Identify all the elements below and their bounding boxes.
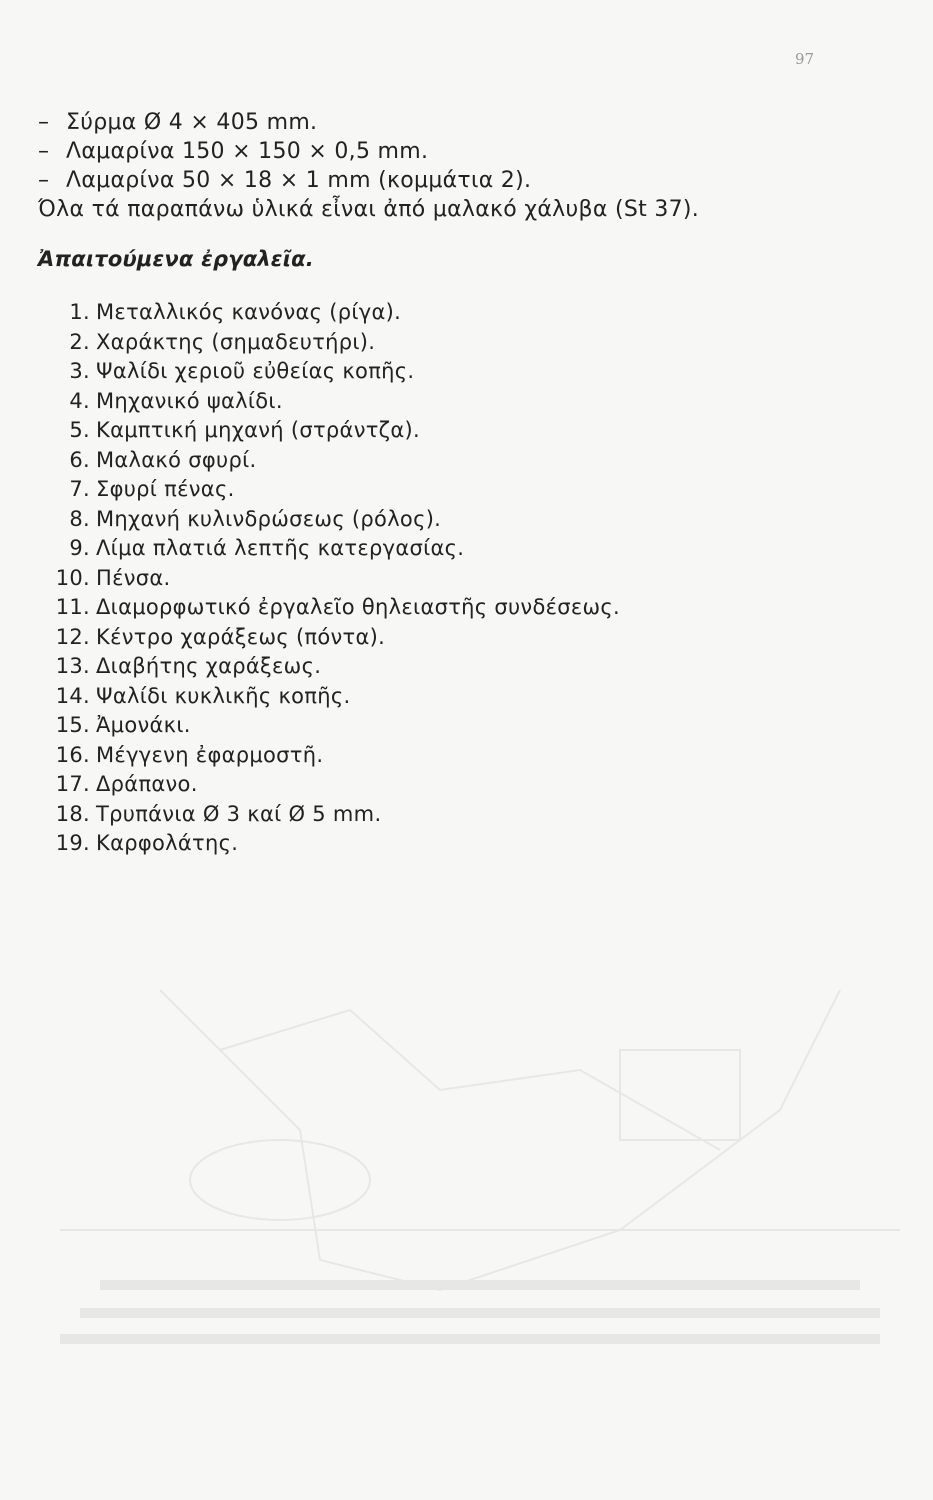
list-item [44,505,620,535]
material-line [38,137,699,166]
list-item [44,829,620,859]
list-item-number: 12. [55,624,90,649]
list-item-number: 8. [69,506,90,531]
list-item-text: Ψαλίδι χεριοῦ εὐθείας κοπῆς. [96,359,415,383]
material-text: Σύρμα Ø 4 × 405 mm. [66,110,318,135]
list-item-text: Μηχανικό ψαλίδι. [96,388,283,413]
list-item-text: Δράπανο. [96,772,198,796]
list-item-number: 18. [55,801,90,826]
list-item-number: 3. [69,359,90,383]
list-item-text: Σφυρί πένας. [96,477,235,501]
list-item-number: 11. [55,595,90,619]
list-item [44,534,620,564]
list-item-number: 4. [69,388,90,413]
list-item-text: Διαμορφωτικό ἐργαλεῖο θηλειαστῆς συνδέσεως. [96,595,620,619]
list-item-number: 1. [69,300,90,324]
tools-heading: Ἀπαιτούμενα ἐργαλεῖα. [38,247,314,271]
list-item [44,800,620,830]
bleed-through-figure [20,930,900,1350]
list-item-number: 17. [55,772,90,796]
page-number: 97 [795,50,815,68]
list-item [44,682,620,712]
material-line [38,195,699,224]
list-item-text: Κέντρο χαράξεως (πόντα). [96,624,386,649]
list-item [44,593,620,623]
list-item-text: Μεταλλικός κανόνας (ρίγα). [96,300,402,324]
list-item-number: 13. [55,654,90,678]
list-item-text: Διαβήτης χαράξεως. [96,654,322,678]
list-item-text: Καμπτική μηχανή (στράντζα). [96,418,421,442]
list-item-text: Τρυπάνια Ø 3 καί Ø 5 mm. [96,801,382,826]
material-dash: – [38,139,50,164]
list-item-number: 16. [55,742,90,767]
list-item [44,564,620,594]
list-item-text: Λίμα πλατιά λεπτῆς κατεργασίας. [96,536,465,560]
list-item [44,623,620,653]
list-item-number: 14. [55,683,90,708]
list-item-number: 6. [69,447,90,472]
list-item-number: 19. [55,831,90,855]
material-dash: – [38,110,50,135]
list-item-text: Μηχανή κυλινδρώσεως (ρόλος). [96,506,442,531]
list-item [44,387,620,417]
material-text: Λαμαρίνα 50 × 18 × 1 mm (κομμάτια 2). [66,168,532,193]
list-item [44,446,620,476]
list-item-text: Ἀμονάκι. [96,713,191,737]
list-item [44,416,620,446]
list-item-text: Καρφολάτης. [96,831,239,855]
list-item-text: Μέγγενη ἐφαρμοστῆ. [96,742,324,767]
list-item-text: Ψαλίδι κυκλικῆς κοπῆς. [96,683,351,708]
list-item-number: 5. [69,418,90,442]
list-item-text: Χαράκτης (σημαδευτήρι). [96,329,376,354]
list-item-number: 15. [55,713,90,737]
tools-list [44,298,620,859]
list-item [44,711,620,741]
list-item [44,652,620,682]
list-item [44,741,620,771]
list-item-text: Πένσα. [96,565,171,590]
material-line [38,108,699,137]
list-item-number: 2. [69,329,90,354]
list-item [44,328,620,358]
materials-list [38,108,699,224]
list-item-text: Μαλακό σφυρί. [96,447,257,472]
list-item-number: 9. [69,536,90,560]
material-text: Όλα τά παραπάνω ὑλικά εἶναι ἀπό μαλακό χάλυβα (St 37). [38,197,700,222]
material-text: Λαμαρίνα 150 × 150 × 0,5 mm. [66,139,429,164]
material-line [38,166,699,195]
list-item [44,475,620,505]
list-item-number: 7. [69,477,90,501]
list-item [44,298,620,328]
material-dash: – [38,168,50,193]
list-item [44,357,620,387]
list-item [44,770,620,800]
list-item-number: 10. [55,565,90,590]
